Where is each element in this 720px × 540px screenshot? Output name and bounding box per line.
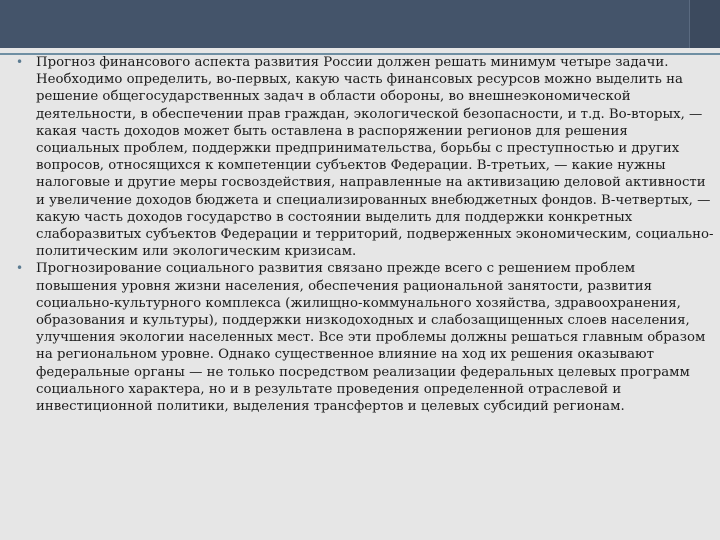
bullet-item-social-development: [16, 260, 714, 415]
bullet-text-forecast-finance: Прогноз финансового аспекта развития России должен решать минимум четыре задачи. Необходимо определить, во-первых, какую часть финансовых ресурсов можно выделить на решение общегосударственных задач в области обороны, во внешнеэкономической деятельности, в обеспечении прав граждан, экологической безопасности, и т.д. Во-вторых, — какая часть доходов может быть оставлена в распоряжении регионов для решения социальных проблем, поддержки предпринимательства, борьбы с преступностью и других вопросов, относящихся к компетенции субъектов Федерации. В-третьих, — какие нужны налоговые и другие меры госвоздействия, направленные на активизацию деловой активности и увеличение доходов бюджета и специализированных внебюджетных фондов. В-четвертых, — какую часть доходов государство в состоянии выделить для поддержки конкретных слаборазвитых субъектов Федерации и территорий, подверженных экономическим, социально-политическим или экологическим кризисам.: [36, 55, 714, 260]
bullet-item-forecast-finance: [16, 54, 714, 260]
slide-body: [16, 54, 714, 415]
bullet-point-icon: •: [16, 55, 24, 69]
slide-header-accent: [690, 0, 720, 48]
bullet-text-social-development: Прогнозирование социального развития связано прежде всего с решением проблем повышения уровня жизни населения, обеспечения рациональной занятости, развития социально-культурного комплекса (жилищно-коммунального хозяйства, здравоохранения, образования и культуры), поддержки низкодоходных и слабозащищенных слоев населения, улучшения экологии населенных мест. Все эти проблемы должны решаться главным образом на региональном уровне. Однако существенное влияние на ход их решения оказывают федеральные органы — не только посредством реализации федеральных целевых программ социального характера, но и в результате проведения определенной отраслевой и инвестиционной политики, выделения трансфертов и целевых субсидий регионам.: [36, 261, 706, 415]
bullet-point-icon: •: [16, 261, 24, 276]
slide-header-bar: [0, 0, 720, 48]
